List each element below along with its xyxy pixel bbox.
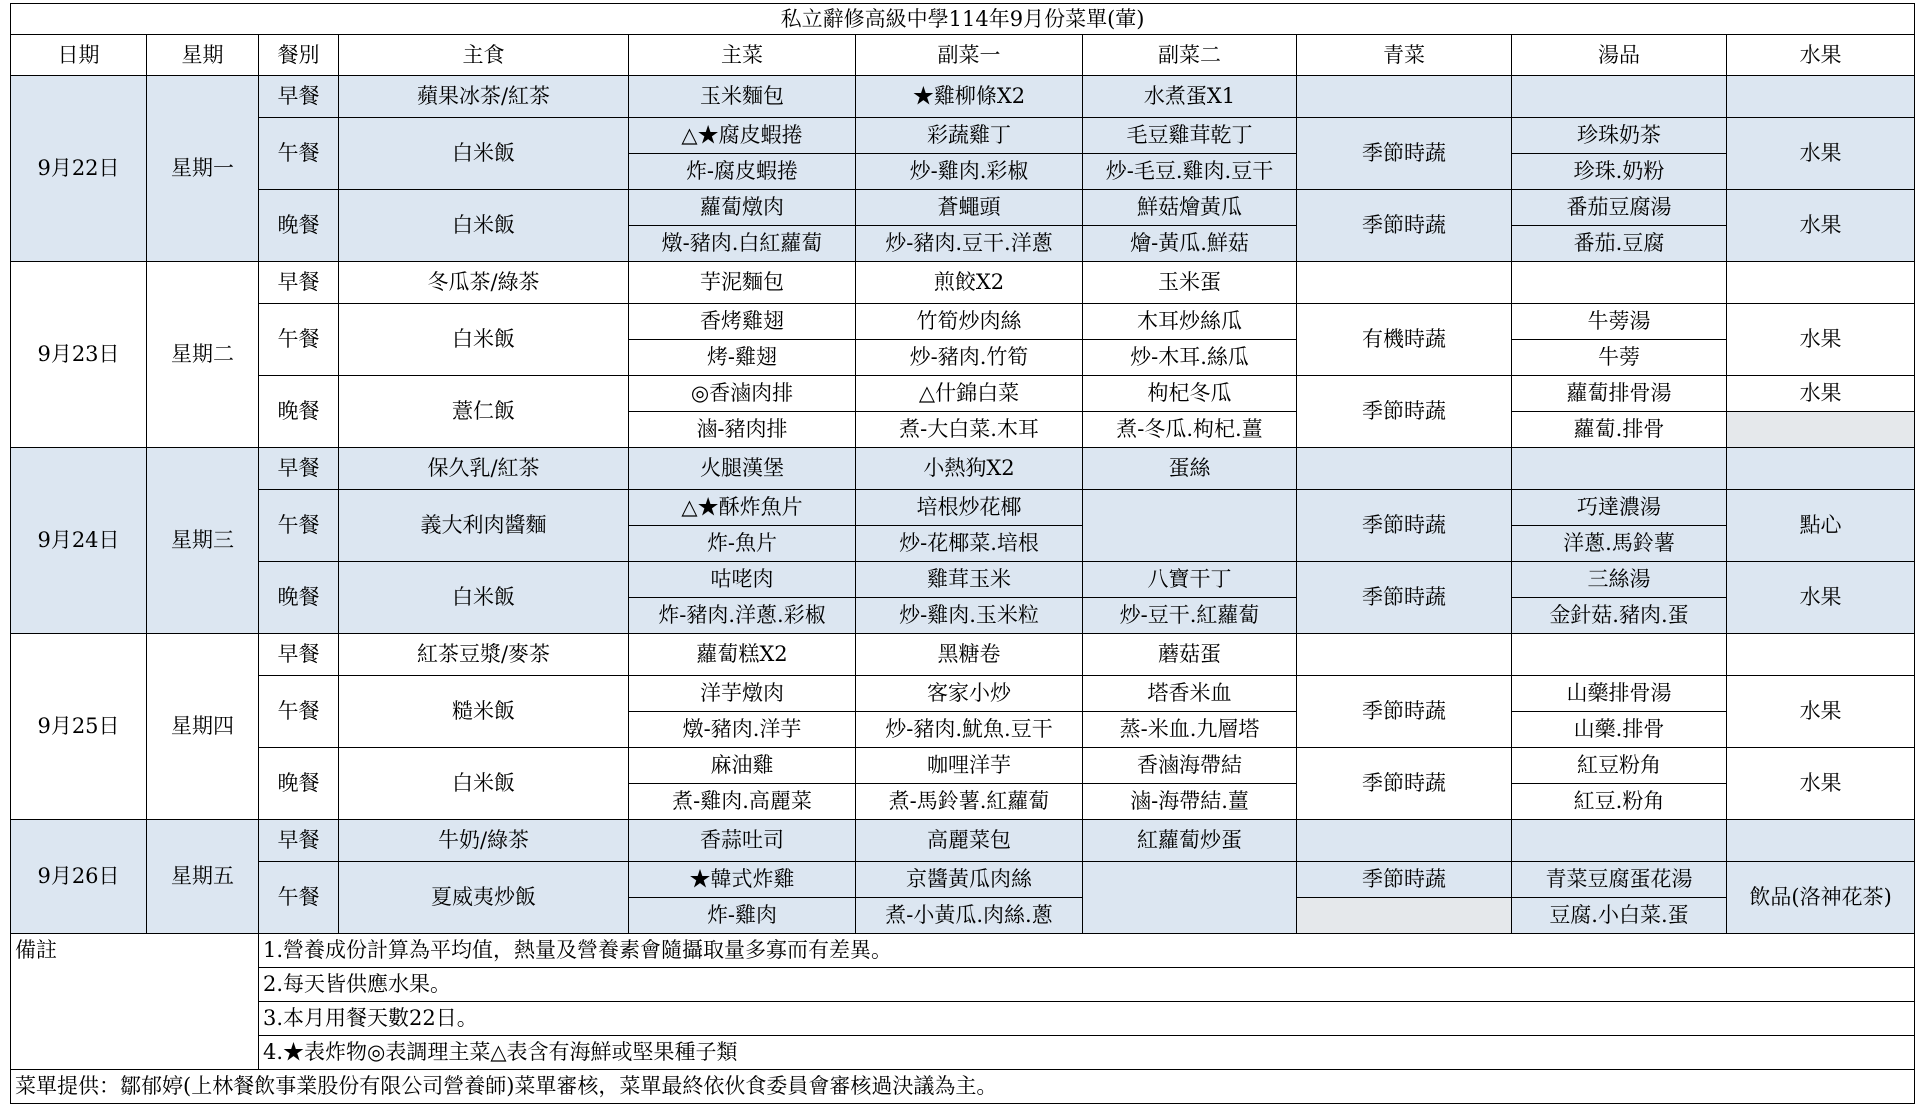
lunch-main: △★腐皮蝦捲 [629,118,856,154]
dinner-main-ingredients: 煮-雞肉.高麗菜 [629,784,856,820]
dinner-soup-ingredients: 蘿蔔.排骨 [1512,412,1727,448]
lunch-vegetable: 季節時蔬 [1297,676,1512,748]
lunch-side1-ingredients: 煮-小黃瓜.肉絲.蔥 [856,898,1083,934]
table-row [11,376,1915,412]
day-weekday: 星期五 [147,820,259,934]
breakfast-main: 火腿漢堡 [629,448,856,490]
empty-cell [1727,76,1915,118]
lunch-soup: 巧達濃湯 [1512,490,1727,526]
lunch-staple: 糙米飯 [339,676,629,748]
lunch-side2-ingredients: 蒸-米血.九層塔 [1083,712,1297,748]
dinner-main: ◎香滷肉排 [629,376,856,412]
lunch-staple: 義大利肉醬麵 [339,490,629,562]
dinner-main: 麻油雞 [629,748,856,784]
notes-row [11,934,1915,968]
dinner-side1-ingredients: 炒-豬肉.豆干.洋蔥 [856,226,1083,262]
header-row [11,35,1915,76]
empty-cell [1512,820,1727,862]
breakfast-staple: 紅茶豆漿/麥茶 [339,634,629,676]
breakfast-side1: 煎餃X2 [856,262,1083,304]
lunch-side1: 培根炒花椰 [856,490,1083,526]
breakfast-side1: ★雞柳條X2 [856,76,1083,118]
dinner-soup: 紅豆粉角 [1512,748,1727,784]
dinner-side2: 枸杞冬瓜 [1083,376,1297,412]
breakfast-side2: 水煮蛋X1 [1083,76,1297,118]
header-side-dish-2: 副菜二 [1083,35,1297,76]
day-weekday: 星期一 [147,76,259,262]
lunch-side2: 毛豆雞茸乾丁 [1083,118,1297,154]
meal-label: 早餐 [259,634,339,676]
lunch-fruit: 水果 [1727,118,1915,190]
table-row [11,490,1915,526]
meal-label: 晚餐 [259,376,339,448]
lunch-side2-ingredients: 炒-木耳.絲瓜 [1083,340,1297,376]
dinner-main: 咕咾肉 [629,562,856,598]
table-row [11,118,1915,154]
day-weekday: 星期二 [147,262,259,448]
lunch-main-ingredients: 烤-雞翅 [629,340,856,376]
notes-row [11,968,1915,1002]
notes-row [11,1002,1915,1036]
meal-label: 早餐 [259,820,339,862]
day-date: 9月26日 [11,820,147,934]
day-weekday: 星期四 [147,634,259,820]
lunch-soup-ingredients: 豆腐.小白菜.蛋 [1512,898,1727,934]
empty-cell [1297,262,1512,304]
lunch-side1: 客家小炒 [856,676,1083,712]
dinner-side1-ingredients: 煮-馬鈴薯.紅蘿蔔 [856,784,1083,820]
empty-cell [1727,448,1915,490]
header-vegetable: 青菜 [1297,35,1512,76]
note-item: 2.每天皆供應水果。 [259,968,1915,1002]
empty-cell [1083,862,1297,934]
notes-label-spacer [11,968,259,1002]
lunch-soup-ingredients: 珍珠.奶粉 [1512,154,1727,190]
dinner-side1: 蒼蠅頭 [856,190,1083,226]
dinner-side1-ingredients: 煮-大白菜.木耳 [856,412,1083,448]
header-staple: 主食 [339,35,629,76]
day-date: 9月22日 [11,76,147,262]
lunch-side1-ingredients: 炒-雞肉.彩椒 [856,154,1083,190]
breakfast-side2: 紅蘿蔔炒蛋 [1083,820,1297,862]
lunch-fruit: 飲品(洛神花茶) [1727,862,1915,934]
menu-title: 私立辭修高級中學114年9月份菜單(葷) [11,4,1915,35]
dinner-staple: 薏仁飯 [339,376,629,448]
notes-row [11,1036,1915,1070]
lunch-soup-ingredients: 洋蔥.馬鈴薯 [1512,526,1727,562]
lunch-side1-ingredients: 炒-豬肉.魷魚.豆干 [856,712,1083,748]
meal-label: 午餐 [259,304,339,376]
footer-row [11,1070,1915,1104]
dinner-side1: △什錦白菜 [856,376,1083,412]
empty-cell [1727,262,1915,304]
table-row [11,748,1915,784]
lunch-side1: 彩蔬雞丁 [856,118,1083,154]
lunch-vegetable: 季節時蔬 [1297,118,1512,190]
header-side-dish-1: 副菜一 [856,35,1083,76]
table-row [11,676,1915,712]
breakfast-staple: 牛奶/綠茶 [339,820,629,862]
empty-cell [1083,490,1297,562]
lunch-main: 洋芋燉肉 [629,676,856,712]
dinner-vegetable: 季節時蔬 [1297,376,1512,448]
lunch-side1-ingredients: 炒-豬肉.竹筍 [856,340,1083,376]
breakfast-main: 玉米麵包 [629,76,856,118]
table-row [11,820,1915,862]
empty-cell [1297,76,1512,118]
dinner-side2: 八寶干丁 [1083,562,1297,598]
lunch-soup-ingredients: 牛蒡 [1512,340,1727,376]
meal-label: 晚餐 [259,748,339,820]
breakfast-side2: 蘑菇蛋 [1083,634,1297,676]
breakfast-side1: 高麗菜包 [856,820,1083,862]
lunch-main-ingredients: 炸-雞肉 [629,898,856,934]
breakfast-side1: 黑糖卷 [856,634,1083,676]
lunch-soup-ingredients: 山藥.排骨 [1512,712,1727,748]
dinner-main-ingredients: 滷-豬肉排 [629,412,856,448]
day-date: 9月25日 [11,634,147,820]
lunch-main: △★酥炸魚片 [629,490,856,526]
lunch-side2: 木耳炒絲瓜 [1083,304,1297,340]
lunch-staple: 白米飯 [339,118,629,190]
dinner-vegetable: 季節時蔬 [1297,190,1512,262]
empty-cell [1512,76,1727,118]
table-row [11,634,1915,676]
dinner-side1-ingredients: 炒-雞肉.玉米粒 [856,598,1083,634]
breakfast-main: 香蒜吐司 [629,820,856,862]
breakfast-staple: 冬瓜茶/綠茶 [339,262,629,304]
dinner-side2-ingredients: 炒-豆干.紅蘿蔔 [1083,598,1297,634]
empty-cell [1297,820,1512,862]
lunch-side1: 京醬黃瓜肉絲 [856,862,1083,898]
lunch-soup: 牛蒡湯 [1512,304,1727,340]
dinner-side1: 咖哩洋芋 [856,748,1083,784]
lunch-staple: 白米飯 [339,304,629,376]
dinner-staple: 白米飯 [339,190,629,262]
menu-provider-note: 菜單提供：鄒郁婷(上林餐飲事業股份有限公司營養師)菜單審核，菜單最終依伙食委員會審核過決議為主。 [11,1070,1915,1104]
lunch-main-ingredients: 炸-魚片 [629,526,856,562]
table-row [11,862,1915,898]
header-soup: 湯品 [1512,35,1727,76]
lunch-fruit: 水果 [1727,304,1915,376]
table-row [11,304,1915,340]
day-date: 9月23日 [11,262,147,448]
note-item: 1.營養成份計算為平均值，熱量及營養素會隨攝取量多寡而有差異。 [259,934,1915,968]
lunch-side1: 竹筍炒肉絲 [856,304,1083,340]
meal-label: 早餐 [259,76,339,118]
empty-cell [1512,634,1727,676]
dinner-fruit: 水果 [1727,748,1915,820]
dinner-side1: 雞茸玉米 [856,562,1083,598]
empty-cell [1727,820,1915,862]
lunch-soup: 山藥排骨湯 [1512,676,1727,712]
day-weekday: 星期三 [147,448,259,634]
empty-cell [1297,634,1512,676]
meal-label: 早餐 [259,262,339,304]
meal-label: 午餐 [259,490,339,562]
dinner-main: 蘿蔔燉肉 [629,190,856,226]
lunch-fruit: 水果 [1727,676,1915,748]
dinner-side2-ingredients: 煮-冬瓜.枸杞.薑 [1083,412,1297,448]
lunch-main-ingredients: 炸-腐皮蝦捲 [629,154,856,190]
dinner-vegetable: 季節時蔬 [1297,562,1512,634]
breakfast-side1: 小熱狗X2 [856,448,1083,490]
dinner-side2-ingredients: 滷-海帶結.薑 [1083,784,1297,820]
breakfast-staple: 蘋果冰茶/紅茶 [339,76,629,118]
breakfast-staple: 保久乳/紅茶 [339,448,629,490]
breakfast-side2: 玉米蛋 [1083,262,1297,304]
empty-cell [1512,262,1727,304]
empty-cell [1512,448,1727,490]
meal-label: 晚餐 [259,190,339,262]
lunch-main: ★韓式炸雞 [629,862,856,898]
lunch-side2-ingredients: 炒-毛豆.雞肉.豆干 [1083,154,1297,190]
dinner-vegetable: 季節時蔬 [1297,748,1512,820]
dinner-soup: 番茄豆腐湯 [1512,190,1727,226]
note-item: 3.本月用餐天數22日。 [259,1002,1915,1036]
lunch-vegetable: 有機時蔬 [1297,304,1512,376]
empty-cell [1727,634,1915,676]
dinner-soup-ingredients: 番茄.豆腐 [1512,226,1727,262]
header-main-dish: 主菜 [629,35,856,76]
header-weekday: 星期 [147,35,259,76]
empty-cell [1297,448,1512,490]
dinner-soup: 蘿蔔排骨湯 [1512,376,1727,412]
breakfast-main: 芋泥麵包 [629,262,856,304]
dinner-side2: 香滷海帶結 [1083,748,1297,784]
lunch-soup: 青菜豆腐蛋花湯 [1512,862,1727,898]
meal-label: 早餐 [259,448,339,490]
empty-cell [1297,898,1512,934]
meal-label: 午餐 [259,118,339,190]
dinner-fruit: 水果 [1727,376,1915,412]
meal-label: 午餐 [259,862,339,934]
note-item: 4.★表炸物◎表調理主菜△表含有海鮮或堅果種子類 [259,1036,1915,1070]
lunch-main-ingredients: 燉-豬肉.洋芋 [629,712,856,748]
dinner-side2: 鮮菇燴黃瓜 [1083,190,1297,226]
table-row [11,190,1915,226]
dinner-soup-ingredients: 金針菇.豬肉.蛋 [1512,598,1727,634]
breakfast-side2: 蛋絲 [1083,448,1297,490]
lunch-side1-ingredients: 炒-花椰菜.培根 [856,526,1083,562]
dinner-fruit: 水果 [1727,190,1915,262]
dinner-main-ingredients: 燉-豬肉.白紅蘿蔔 [629,226,856,262]
lunch-staple: 夏威夷炒飯 [339,862,629,934]
dinner-staple: 白米飯 [339,562,629,634]
lunch-vegetable: 季節時蔬 [1297,862,1512,898]
header-meal: 餐別 [259,35,339,76]
dinner-main-ingredients: 炸-豬肉.洋蔥.彩椒 [629,598,856,634]
notes-label: 備註 [11,934,259,968]
notes-label-spacer [11,1002,259,1036]
breakfast-main: 蘿蔔糕X2 [629,634,856,676]
menu-table [10,3,1915,1104]
dinner-fruit: 水果 [1727,562,1915,634]
lunch-vegetable: 季節時蔬 [1297,490,1512,562]
dinner-soup-ingredients: 紅豆.粉角 [1512,784,1727,820]
meal-label: 晚餐 [259,562,339,634]
notes-label-spacer [11,1036,259,1070]
lunch-side2: 塔香米血 [1083,676,1297,712]
lunch-fruit: 點心 [1727,490,1915,562]
dinner-soup: 三絲湯 [1512,562,1727,598]
dinner-staple: 白米飯 [339,748,629,820]
meal-label: 午餐 [259,676,339,748]
empty-cell [1727,412,1915,448]
header-fruit: 水果 [1727,35,1915,76]
table-row [11,448,1915,490]
lunch-main: 香烤雞翅 [629,304,856,340]
day-date: 9月24日 [11,448,147,634]
header-date: 日期 [11,35,147,76]
menu-sheet [10,3,1914,1104]
lunch-soup: 珍珠奶茶 [1512,118,1727,154]
table-row [11,262,1915,304]
dinner-side2-ingredients: 燴-黃瓜.鮮菇 [1083,226,1297,262]
table-row [11,562,1915,598]
table-row [11,76,1915,118]
